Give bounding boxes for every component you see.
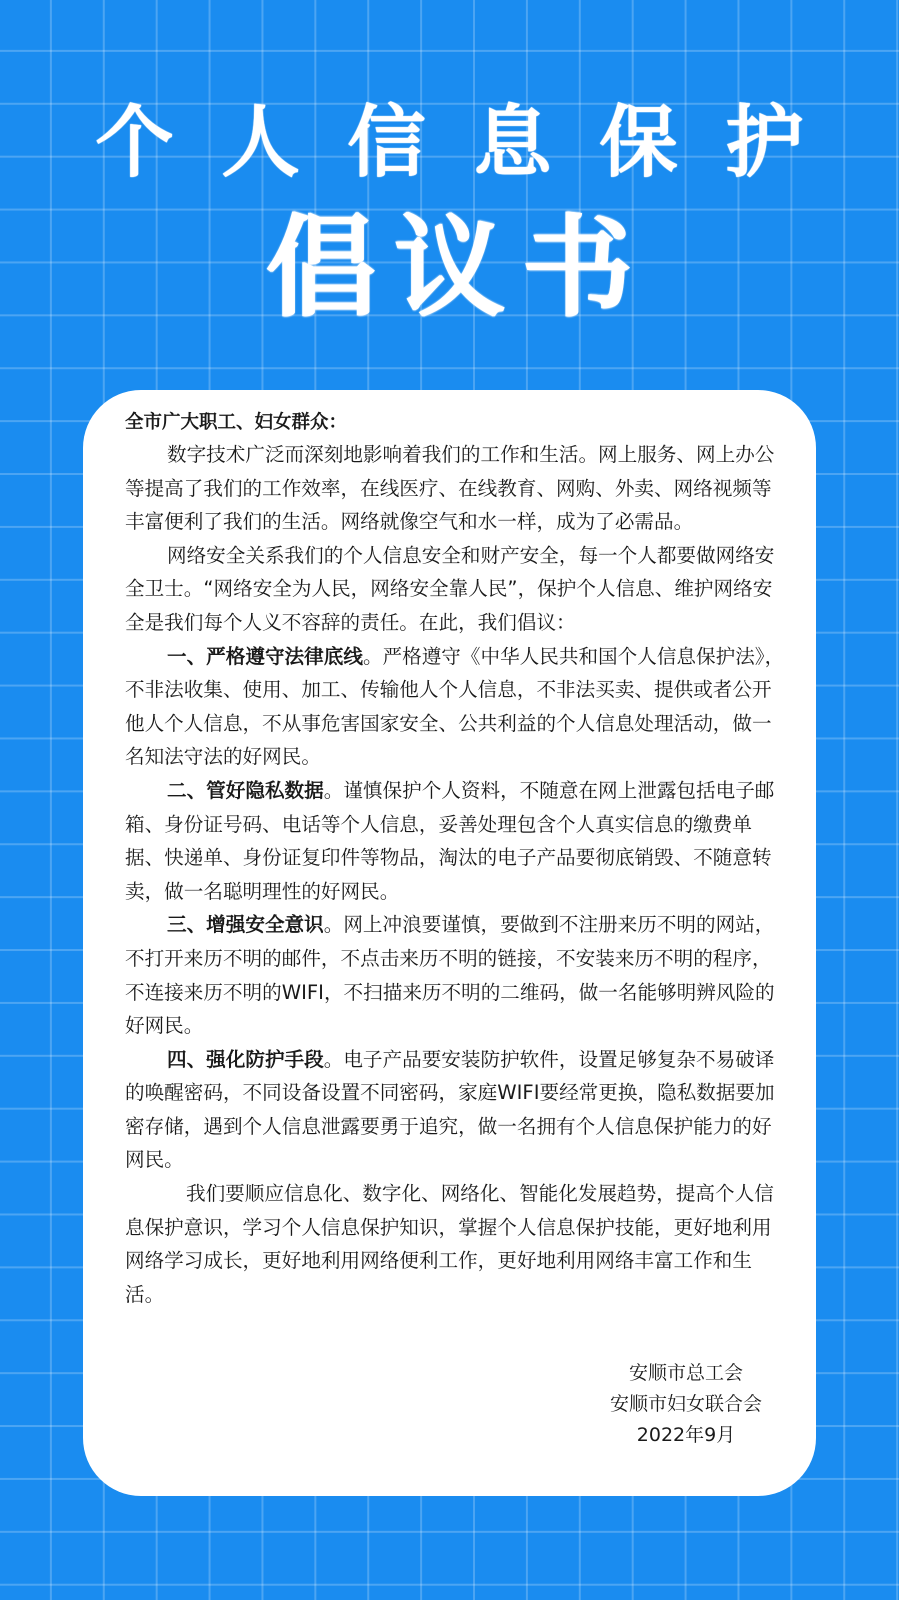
letter-body [125, 408, 785, 1311]
proposal-item-2 [125, 774, 785, 908]
signature-block [610, 1358, 762, 1451]
proposal-body-1: 。严格遵守《中华人民共和国个人信息保护法》，不非法收集、使用、加工、传输他人个人信息，不非法买卖、提供或者公开他人个人信息，不从事危害国家安全、公共利益的个人信息处理活动，做一名知法守法的好网民。 [125, 644, 785, 769]
title-line-2: 倡议书 [266, 204, 651, 332]
signature-date: 2022年9月 [636, 1424, 736, 1446]
salutation: 全市广大职工、妇女群众： [125, 412, 348, 433]
proposal-heading-2: 二、管好隐私数据 [167, 778, 324, 802]
proposal-body-2: 。谨慎保护个人资料，不随意在网上泄露包括电子邮箱、身份证号码、电话等个人信息，妥善处理包含个人真实信息的缴费单据、快递单、身份证复印件等物品，淘汰的电子产品要彻底销毁、不随意转卖，做一名聪明理性的好网民。 [125, 778, 775, 903]
title-line-1: 个人信息保护 [95, 98, 852, 188]
proposal-item-3 [125, 908, 785, 1042]
proposal-heading-3: 三、增强安全意识 [167, 913, 324, 937]
proposal-body-3: 。网上冲浪要谨慎，要做到不注册来历不明的网站，不打开来历不明的邮件，不点击来历不明的链接，不安装来历不明的程序，不连接来历不明的WIFI，不扫描来历不明的二维码，做一名能够明辨风险的好网民。 [125, 913, 775, 1038]
proposal-heading-4: 四、强化防护手段 [167, 1047, 324, 1071]
proposal-item-4 [125, 1043, 785, 1177]
signature-org-1: 安顺市总工会 [628, 1362, 743, 1384]
paragraph-closing: 我们要顺应信息化、数字化、网络化、智能化发展趋势，提高个人信息保护意识，学习个人信息保护知识，掌握个人信息保护技能，更好地利用网络学习成长，更好地利用网络便利工作，更好地利用网络丰富工作和生活。 [125, 1182, 774, 1306]
letter-card [83, 390, 816, 1496]
proposal-item-1 [125, 640, 785, 774]
paragraph-intro: 数字技术广泛而深刻地影响着我们的工作和生活。网上服务、网上办公等提高了我们的工作效率，在线医疗、在线教育、网购、外卖、网络视频等丰富便利了我们的生活。网络就像空气和水一样，成为了必需品。 [125, 443, 775, 534]
signature-org-2: 安顺市妇女联合会 [609, 1393, 762, 1415]
proposal-heading-1: 一、严格遵守法律底线 [167, 644, 363, 668]
proposal-body-4: 。电子产品要安装防护软件，设置足够复杂不易破译的唤醒密码，不同设备设置不同密码，家庭WIFI要经常更换，隐私数据要加密存储，遇到个人信息泄露要勇于追究，做一名拥有个人信息保护能力的好网民。 [125, 1047, 775, 1172]
paragraph-security: 网络安全关系我们的个人信息安全和财产安全，每一个人都要做网络安全卫士。“网络安全为人民，网络安全靠人民”，保护个人信息、维护网络安全是我们每个人义不容辞的责任。在此，我们倡议： [125, 543, 775, 634]
